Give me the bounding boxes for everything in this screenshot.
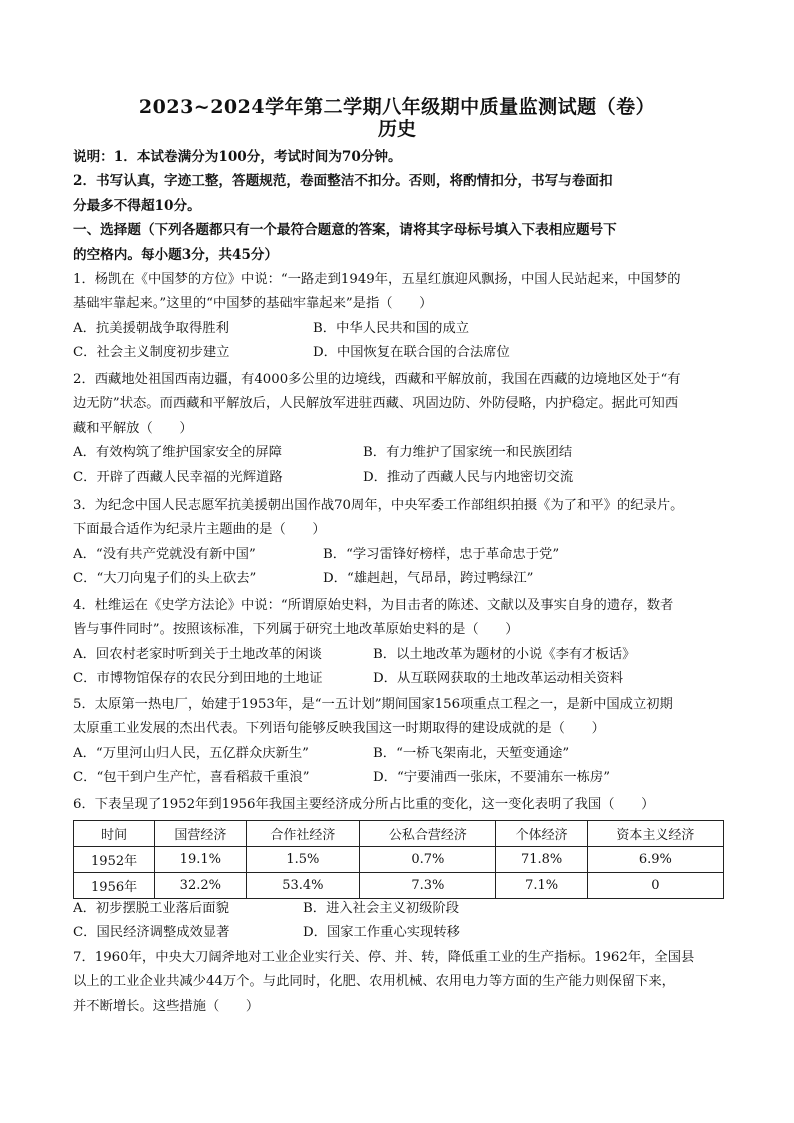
- options-row: [73, 567, 723, 591]
- question-2: [73, 368, 723, 490]
- note-line: 2．书写认真，字迹工整，答题规范，卷面整洁不扣分。否则，将酌情扣分，书写与卷面扣: [73, 173, 613, 190]
- question-stem: 皆与事件同时”。按照该标准，下列属于研究土地改革原始史料的是（ ）: [73, 622, 519, 638]
- question-stem: 下面最合适作为纪录片主题曲的是（ ）: [73, 522, 326, 538]
- question-stem: 基础牢靠起来。”这里的“中国梦的基础牢靠起来”是指（ ）: [73, 296, 433, 312]
- option-b: B．进入社会主义初级阶段: [303, 901, 460, 916]
- option-b: B．以土地改革为题材的小说《李有才板话》: [373, 646, 636, 662]
- options-row: [73, 897, 723, 921]
- option-a: A．“万里河山归人民，五亿群众庆新生”: [73, 745, 309, 761]
- option-b: B．中华人民共和国的成立: [313, 320, 470, 336]
- table-cell: 1956年: [74, 873, 155, 899]
- table-cell: 7.3%: [360, 873, 496, 899]
- table-row: [74, 847, 724, 873]
- options-row: [73, 341, 723, 365]
- option-d: D．“宁要浦西一张床，不要浦东一栋房”: [373, 770, 611, 786]
- question-7: [73, 946, 723, 1019]
- option-d: D．中国恢复在联合国的合法席位: [313, 345, 510, 361]
- option-d: D．国家工作重心实现转移: [303, 925, 460, 941]
- question-stem: 5．太原第一热电厂，始建于1953年，是“一五计划”期间国家156项重点工程之一，是新中国成立初期: [73, 697, 673, 712]
- question-stem: 边无防”状态。而西藏和平解放后，人民解放军进驻西藏、巩固边防、外防侵略，内护稳定。据此可知西: [73, 396, 679, 412]
- table-cell: 7.1%: [496, 873, 587, 899]
- option-a: A．有效构筑了维护国家安全的屏障: [73, 445, 283, 461]
- table-header-cell: 公私合营经济: [360, 821, 496, 847]
- options-row: [73, 643, 723, 667]
- option-c: C．开辟了西藏人民幸福的光辉道路: [73, 469, 283, 485]
- note-line: 说明：1．本试卷满分为100分，考试时间为70分钟。: [73, 149, 402, 165]
- question-stem: 以上的工业企业共减少44万个。与此同时，化肥、农用机械、农用电力等方面的生产能力则保留下来，: [73, 974, 675, 990]
- options-row: [73, 543, 723, 567]
- table-cell: 1952年: [74, 847, 155, 873]
- question-stem: 太原重工业发展的杰出代表。下列语句能够反映我国这一时期取得的建设成就的是（ ）: [73, 721, 605, 737]
- option-d: D．从互联网获取的土地改革运动相关资料: [373, 671, 624, 687]
- option-b: B．“一桥飞架南北，天堑变通途”: [373, 745, 570, 761]
- option-a: A．初步摆脱工业落后面貌: [73, 901, 229, 916]
- options-row: [73, 317, 723, 341]
- option-c: C．市博物馆保存的农民分到田地的土地证: [73, 671, 323, 687]
- option-c: C．“大刀向鬼子们的头上砍去”: [73, 571, 257, 587]
- table-cell: 53.4%: [246, 873, 360, 899]
- table-header-cell: 个体经济: [496, 821, 587, 847]
- table-row: [74, 873, 724, 899]
- table-cell: 1.5%: [246, 847, 360, 873]
- option-d: D．推动了西藏人民与内地密切交流: [363, 469, 574, 485]
- note-line: 分最多不得超10分。: [73, 197, 201, 214]
- table-cell: 6.9%: [587, 847, 723, 873]
- question-stem: 4．杜维运在《史学方法论》中说：“所谓原始史料，为目击者的陈述、文献以及事实自身的遗存，数者: [73, 598, 674, 613]
- question-stem: 7．1960年，中央大刀阔斧地对工业企业实行关、停、并、转，降低重工业的生产指标。1962年，全国县: [73, 950, 695, 965]
- table-cell: 32.2%: [155, 873, 246, 899]
- options-row: [73, 742, 723, 766]
- option-b: B．有力维护了国家统一和民族团结: [363, 445, 573, 461]
- question-stem: 藏和平解放（ ）: [73, 420, 193, 436]
- instructions: [73, 145, 723, 267]
- question-3: [73, 494, 723, 592]
- question-stem: 1．杨凯在《中国梦的方位》中说：“一路走到1949年，五星红旗迎风飘扬，中国人民站起来，中国梦的: [73, 272, 681, 287]
- option-b: B．“学习雷锋好榜样，忠于革命忠于党”: [323, 546, 560, 562]
- economy-table: [73, 820, 724, 899]
- question-4: [73, 594, 723, 692]
- table-header-cell: 合作社经济: [246, 821, 360, 847]
- question-stem: 6．下表呈现了1952年到1956年我国主要经济成分所占比重的变化，这一变化表明了我国（ ）: [73, 797, 655, 812]
- table-cell: 0.7%: [360, 847, 496, 873]
- section-header: 一、选择题（下列各题都只有一个最符合题意的答案，请将其字母标号填入下表相应题号下: [73, 222, 617, 239]
- table-header-cell: 国营经济: [155, 821, 246, 847]
- table-cell: 0: [587, 873, 723, 899]
- subject-title: 历史: [377, 118, 416, 140]
- question-stem: 2．西藏地处祖国西南边疆，有4000多公里的边境线，西藏和平解放前，我国在西藏的边境地区处于“有: [73, 372, 681, 387]
- table-header-cell: 资本主义经济: [587, 821, 723, 847]
- option-a: A．抗美援朝战争取得胜利: [73, 320, 229, 336]
- exam-title: 2023~2024学年第二学期八年级期中质量监测试题（卷）: [138, 96, 656, 118]
- options-row: [73, 466, 723, 490]
- table-header-cell: 时间: [74, 821, 155, 847]
- options-row: [73, 921, 723, 945]
- question-stem: 3．为纪念中国人民志愿军抗美援朝出国作战70周年，中央军委工作部组织拍摄《为了和平》的纪录片。: [73, 498, 684, 513]
- question-1: [73, 268, 723, 366]
- question-6-options: [73, 897, 723, 946]
- option-a: A．回农村老家时听到关于土地改革的闲谈: [73, 646, 322, 662]
- question-5: [73, 693, 723, 791]
- table-header-row: [74, 821, 724, 847]
- options-row: [73, 766, 723, 790]
- option-c: C．国民经济调整成效显著: [73, 925, 230, 941]
- table-cell: 71.8%: [496, 847, 587, 873]
- option-d: D．“雄赳赳，气昂昂，跨过鸭绿江”: [323, 571, 534, 587]
- options-row: [73, 441, 723, 465]
- options-row: [73, 667, 723, 691]
- question-6: [73, 793, 723, 817]
- question-stem: 并不断增长。这些措施（ ）: [73, 998, 260, 1014]
- option-c: C．社会主义制度初步建立: [73, 345, 230, 361]
- option-a: A．“没有共产党就没有新中国”: [73, 546, 256, 562]
- section-header: 的空格内。每小题3分，共45分）: [73, 246, 279, 263]
- table-cell: 19.1%: [155, 847, 246, 873]
- option-c: C．“包干到户生产忙，喜看稻菽千重浪”: [73, 770, 310, 786]
